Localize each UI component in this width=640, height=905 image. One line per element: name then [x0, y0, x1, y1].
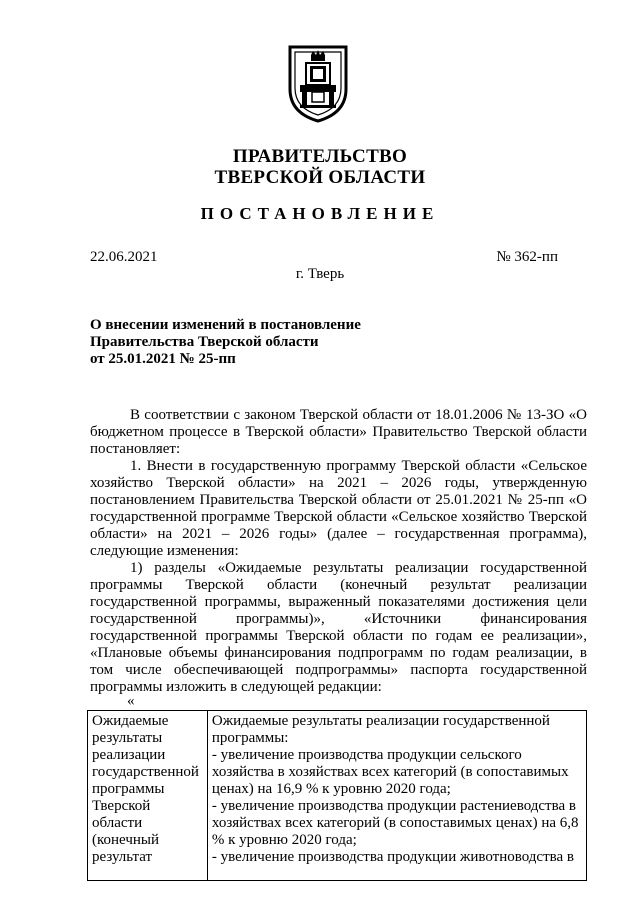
- subject-line: О внесении изменений в постановление: [90, 317, 361, 333]
- opening-quote-mark: «: [127, 693, 135, 709]
- table-cell-line: - увеличение производства продукции животноводства в: [211, 849, 574, 865]
- tver-oblast-coat-of-arms-icon: [285, 43, 351, 123]
- subject-line: от 25.01.2021 № 25-пп: [90, 351, 236, 367]
- table-cell-line: Ожидаемые результаты реализации государственной программы:: [211, 713, 550, 746]
- subject-line: Правительства Тверской области: [90, 334, 319, 350]
- table-cell-label: Ожидаемые результаты реализации государственной программы Тверской области (конечный результат: [88, 711, 208, 881]
- body-paragraph: 1. Внести в государственную программу Тверской области «Сельское хозяйство Тверской области» на 2021 – 2026 годы, утвержденную постановлением Правительства Тверской области от 25.01.2021 № 25-пп «О государственной программе Тверской области «Сельское хозяйство Тверской области» на 2021 – 2026 годы» (далее – государственная программа), следующие изменения:: [90, 458, 587, 559]
- body-paragraph: 1) разделы «Ожидаемые результаты реализации государственной программы Тверской области (конечный результат реализации государственной программы, выраженный показателями достижения цели государственной программы)», «Источники финансирования государственной программы Тверской области по годам ее реализации», «Плановые объемы финансирования подпрограмм по годам реализации, в том числе обеспечивающей подпрограммы» паспорта государственной программы изложить в следующей редакции:: [90, 560, 587, 695]
- authority-name-line1: ПРАВИТЕЛЬСТВО: [232, 146, 408, 167]
- document-number: № 362-пп: [496, 249, 558, 265]
- table-cell-line: - увеличение производства продукции сельского хозяйства в хозяйствах всех категорий (в сопоставимых ценах) на 16,9 % к уровню 2020 года;: [211, 747, 569, 797]
- table-cell-line: - увеличение производства продукции растениеводства в хозяйствах всех категорий (в сопоставимых ценах) на 6,8 % к уровню 2020 года;: [211, 798, 579, 848]
- document-date: 22.06.2021: [90, 249, 158, 265]
- document-city: г. Тверь: [295, 266, 345, 282]
- document-type-title: ПОСТАНОВЛЕНИЕ: [200, 204, 440, 223]
- document-subject: [90, 317, 361, 368]
- document-body: [90, 407, 587, 696]
- authority-name-line2: ТВЕРСКОЙ ОБЛАСТИ: [214, 167, 426, 188]
- table-cell-value: [207, 711, 586, 881]
- table-row: [88, 711, 587, 881]
- program-passport-table: [87, 710, 587, 881]
- body-paragraph: В соответствии с законом Тверской области от 18.01.2006 № 13-ЗО «О бюджетном процессе в Тверской области» Правительство Тверской области постановляет:: [90, 407, 587, 457]
